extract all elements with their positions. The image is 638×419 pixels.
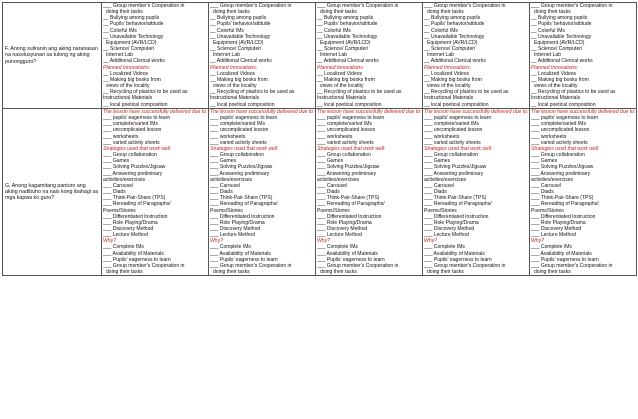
checklist-item: ___ Group member's Cooperation in xyxy=(210,3,292,9)
checklist-item: __ Colorful IMs xyxy=(424,27,458,34)
checklist-item: ___ Group member's Cooperation in xyxy=(424,3,506,9)
checklist-item: ___ Pupils' eagerness to learn xyxy=(531,256,599,263)
checklist-item: __ Recycling of plastics to be used as xyxy=(531,89,616,96)
section-heading: The lesson have successfully delivered due to: xyxy=(317,109,422,115)
checklist-item: ___ Group member's Cooperation in xyxy=(103,3,185,9)
day-cell xyxy=(316,109,423,276)
checklist-item: ___ Carousel xyxy=(210,182,241,189)
checklist-item: Equipment (AVR/LCD) xyxy=(106,39,157,46)
checklist-item: __ Localized Videos xyxy=(531,70,577,77)
checklist-item: Poems/Stories xyxy=(317,207,350,214)
checklist-item: __ Bullying among pupils xyxy=(210,15,267,22)
checklist-item: ___ Solving Puzzles/Jigsaw xyxy=(317,164,380,171)
checklist-item: Poems/Stories xyxy=(103,207,136,214)
checklist-item: ___ Carousel xyxy=(103,182,134,189)
section-heading: The lesson have successfully delivered due to: xyxy=(424,109,529,115)
day-cell xyxy=(316,3,423,109)
checklist-item: __ Recycling of plastics to be used as xyxy=(210,89,295,96)
section-heading: Strategies used that work well: xyxy=(424,145,493,152)
checklist-item: ___ Group member's Cooperation in xyxy=(317,262,399,269)
checklist-item: ___ Complete IMs xyxy=(424,244,465,251)
checklist-item: ___ Lecture Method xyxy=(531,232,576,239)
checklist-item: Internet Lab xyxy=(427,52,454,59)
checklist-item: views of the locality xyxy=(106,83,150,90)
checklist-item: ___ Group member's Cooperation in xyxy=(424,262,506,269)
checklist-item: ___ Solving Puzzles/Jigsaw xyxy=(103,164,166,171)
checklist-item: ___ complete/varied IMs xyxy=(317,121,372,128)
checklist-item: ___ Availability of Materials xyxy=(424,250,485,257)
checklist-item: ___ uncomplicated lesson xyxy=(317,127,376,134)
checklist-item: activities/exercises xyxy=(424,176,467,183)
checklist-item: ___ Complete IMs xyxy=(531,244,572,251)
checklist-item: ___ complete/varied IMs xyxy=(210,121,265,128)
checklist-item: ___ Differentiated Instruction xyxy=(103,213,168,220)
checklist-item: ___ Group member's Cooperation in xyxy=(210,262,292,269)
checklist-item: __ Additional Clerical works xyxy=(103,58,165,65)
checklist-item: __ Pupils' behavior/attitude xyxy=(424,21,485,28)
checklist-item: __ Localized Videos xyxy=(210,70,256,77)
checklist-item: ___ Complete IMs xyxy=(210,244,251,251)
checklist-item: ___ Answering preliminary xyxy=(103,170,163,177)
checklist-item: doing their tasks xyxy=(427,9,464,16)
checklist-item: __ Pupils' behavior/attitude xyxy=(317,21,378,28)
checklist-item: ___ Games xyxy=(317,158,344,165)
section-heading: Why? xyxy=(103,238,116,245)
checklist-item: __ Bullying among pupils xyxy=(424,15,481,22)
checklist-item: activities/exercises xyxy=(531,176,574,183)
checklist-item: ___ Answering preliminary xyxy=(210,170,270,177)
day-cell xyxy=(530,109,637,276)
checklist-item: doing their tasks xyxy=(320,9,357,16)
checklist-item: __ local poetical composition xyxy=(103,101,168,108)
checklist-item: doing their tasks xyxy=(534,269,571,276)
checklist-item: ___ Role Playing/Drama xyxy=(210,219,265,226)
section-heading: The lesson have successfully delivered due to: xyxy=(210,109,315,115)
checklist-item: ___ Differentiated Instruction xyxy=(317,213,382,220)
checklist-item: ___ Discovery Method xyxy=(317,225,368,232)
checklist-item: ___ uncomplicated lesson xyxy=(210,127,269,134)
checklist-item: ___ uncomplicated lesson xyxy=(103,127,162,134)
checklist-item: __ Making big books from xyxy=(531,76,589,83)
checklist-item: ___ Answering preliminary xyxy=(317,170,377,177)
section-heading: Strategies used that work well: xyxy=(103,145,172,152)
checklist-item: ___ Differentiated Instruction xyxy=(424,213,489,220)
checklist-item: ___ Solving Puzzles/Jigsaw xyxy=(210,164,273,171)
checklist-item: ___ Think-Pair-Share (TPS) xyxy=(317,195,380,202)
checklist-item: __ Bullying among pupils xyxy=(103,15,160,22)
checklist-item: __ Unavailable Technology xyxy=(317,33,378,40)
checklist-item: ___ uncomplicated lesson xyxy=(531,127,590,134)
checklist-item: __ Colorful IMs xyxy=(103,27,137,34)
checklist-item: __ Making big books from xyxy=(103,76,161,83)
checklist-item: ___ Group collaboration xyxy=(210,152,264,159)
checklist-item: ___ Group member's Cooperation in xyxy=(317,3,399,9)
checklist-item: doing their tasks xyxy=(320,269,357,276)
checklist-item: ___ Availability of Materials xyxy=(210,250,271,257)
checklist-item: ___ Complete IMs xyxy=(317,244,358,251)
checklist-item: __ local poetical composition xyxy=(210,101,275,108)
checklist-item: ___ Availability of Materials xyxy=(531,250,592,257)
checklist-item: doing their tasks xyxy=(106,9,143,16)
section-heading: Why? xyxy=(317,238,330,245)
checklist-item: Poems/Stories xyxy=(210,207,243,214)
checklist-item: __ Pupils' behavior/attitude xyxy=(210,21,271,28)
section-heading: Planned Innovations: xyxy=(210,64,258,71)
checklist-item: ___ Group collaboration xyxy=(317,152,371,159)
checklist-item: ___ pupils' eagerness to learn xyxy=(317,115,385,122)
checklist-item: ___ worksheets xyxy=(424,133,460,140)
checklist-item: Instructional Materials xyxy=(531,95,581,102)
checklist-item: doing their tasks xyxy=(213,269,250,276)
checklist-item: ___ varied activity sheets xyxy=(531,139,588,146)
checklist-item: ___ Think-Pair-Share (TPS) xyxy=(424,195,487,202)
checklist-item: ___ Carousel xyxy=(531,182,562,189)
checklist-item: ___ Pupils' eagerness to learn xyxy=(210,256,278,263)
checklist-item: Equipment (AVR/LCD) xyxy=(534,39,585,46)
checklist-item: Instructional Materials xyxy=(424,95,474,102)
checklist-item: __ Unavailable Technology xyxy=(210,33,271,40)
day-cell xyxy=(102,109,209,276)
checklist-item: Equipment (AVR/LCD) xyxy=(427,39,478,46)
checklist-item: ___ Solving Puzzles/Jigsaw xyxy=(424,164,487,171)
checklist-item: __ Additional Clerical works xyxy=(210,58,272,65)
checklist-item: ___ Think-Pair-Share (TPS) xyxy=(103,195,166,202)
checklist-item: __ Pupils' behavior/attitude xyxy=(103,21,164,28)
checklist-item: ___ Diads xyxy=(210,189,233,196)
checklist-item: ___ Answering preliminary xyxy=(531,170,591,177)
checklist-item: ___ Lecture Method xyxy=(103,232,148,239)
checklist-item: ___ Rereading of Paragraphs/ xyxy=(424,201,492,208)
checklist-item: __ Science/ Computer/ xyxy=(531,46,583,53)
section-heading: Planned Innovations: xyxy=(424,64,472,71)
checklist-item: Instructional Materials xyxy=(210,95,260,102)
checklist-item: ___ Games xyxy=(210,158,237,165)
checklist-item: doing their tasks xyxy=(427,269,464,276)
section-heading: Planned Innovations: xyxy=(103,64,151,71)
checklist-item: Instructional Materials xyxy=(103,95,153,102)
section-heading: Planned Innovations: xyxy=(531,64,579,71)
checklist-item: Poems/Stories xyxy=(424,207,457,214)
checklist-item: __ Colorful IMs xyxy=(210,27,244,34)
checklist-item: ___ Role Playing/Drama xyxy=(103,219,158,226)
checklist-item: ___ Group collaboration xyxy=(103,152,157,159)
checklist-item: ___ Discovery Method xyxy=(210,225,261,232)
checklist-item: ___ Carousel xyxy=(424,182,455,189)
question-f: F. Anong suliranin ang aking naranasan na nasolusyunan sa tulong ng aking punongguro? xyxy=(3,3,102,109)
checklist-item: __ Recycling of plastics to be used as xyxy=(317,89,402,96)
checklist-item: Internet Lab xyxy=(213,52,240,59)
checklist-item: ___ Group member's Cooperation in xyxy=(531,262,613,269)
checklist-item: ___ Role Playing/Drama xyxy=(531,219,586,226)
checklist-item: ___ Rereading of Paragraphs/ xyxy=(210,201,278,208)
checklist-item: ___ Group collaboration xyxy=(531,152,585,159)
checklist-item: Instructional Materials xyxy=(317,95,367,102)
checklist-item: __ Additional Clerical works xyxy=(317,58,379,65)
checklist-item: ___ Availability of Materials xyxy=(317,250,378,257)
checklist-item: ___ Pupils' eagerness to learn xyxy=(103,256,171,263)
checklist-item: ___ complete/varied IMs xyxy=(531,121,586,128)
checklist-item: ___ pupils' eagerness to learn xyxy=(103,115,171,122)
checklist-item: ___ uncomplicated lesson xyxy=(424,127,483,134)
checklist-item: __ Bullying among pupils xyxy=(317,15,374,22)
checklist-item: __ local poetical composition xyxy=(424,101,489,108)
day-cell xyxy=(423,109,530,276)
checklist-item: doing their tasks xyxy=(534,9,571,16)
checklist-item: ___ worksheets xyxy=(210,133,246,140)
checklist-item: __ Making big books from xyxy=(424,76,482,83)
checklist-item: ___ Solving Puzzles/Jigsaw xyxy=(531,164,594,171)
checklist-item: ___ Complete IMs xyxy=(103,244,144,251)
section-heading: Why? xyxy=(531,238,544,245)
checklist-item: ___ Group member's Cooperation in xyxy=(103,262,185,269)
checklist-item: __ Science/ Computer/ xyxy=(210,46,262,53)
checklist-item: ___ Pupils' eagerness to learn xyxy=(424,256,492,263)
checklist-item: ___ Group member's Cooperation in xyxy=(531,3,613,9)
checklist-item: __ Additional Clerical works xyxy=(531,58,593,65)
checklist-item: __ Science/ Computer/ xyxy=(103,46,155,53)
checklist-item: ___ Role Playing/Drama xyxy=(424,219,479,226)
checklist-item: views of the locality xyxy=(320,83,364,90)
checklist-item: ___ worksheets xyxy=(103,133,139,140)
checklist-item: views of the locality xyxy=(213,83,257,90)
checklist-item: ___ pupils' eagerness to learn xyxy=(424,115,492,122)
checklist-item: Internet Lab xyxy=(106,52,133,59)
checklist-item: ___ Diads xyxy=(103,189,126,196)
checklist-item: __ Colorful IMs xyxy=(317,27,351,34)
section-heading: The lesson have successfully delivered due to: xyxy=(531,109,636,115)
checklist-item: Equipment (AVR/LCD) xyxy=(320,39,371,46)
checklist-item: ___ pupils' eagerness to learn xyxy=(210,115,278,122)
checklist-item: ___ Pupils' eagerness to learn xyxy=(317,256,385,263)
checklist-item: ___ varied activity sheets xyxy=(103,139,160,146)
checklist-item: __ Science/ Computer/ xyxy=(424,46,476,53)
checklist-item: ___ Diads xyxy=(317,189,340,196)
checklist-item: activities/exercises xyxy=(210,176,253,183)
checklist-item: ___ complete/varied IMs xyxy=(424,121,479,128)
checklist-item: __ Bullying among pupils xyxy=(531,15,588,22)
checklist-item: ___ Games xyxy=(103,158,130,165)
checklist-item: __ Pupils' behavior/attitude xyxy=(531,21,592,28)
checklist-item: ___ Diads xyxy=(424,189,447,196)
checklist-item: __ Localized Videos xyxy=(317,70,363,77)
checklist-item: __ Unavailable Technology xyxy=(531,33,592,40)
checklist-item: __ Colorful IMs xyxy=(531,27,565,34)
checklist-item: Internet Lab xyxy=(320,52,347,59)
checklist-item: ___ complete/varied IMs xyxy=(103,121,158,128)
checklist-item: __ Localized Videos xyxy=(424,70,470,77)
checklist-item: doing their tasks xyxy=(106,269,143,276)
checklist-item: __ Science/ Computer/ xyxy=(317,46,369,53)
checklist-item: Internet Lab xyxy=(534,52,561,59)
question-g: G. Anong kagamitang panturo ang aking nadibuho na nais kong ibahagi sa mga kapwa ko guro? xyxy=(3,109,102,276)
checklist-item: ___ Differentiated Instruction xyxy=(210,213,275,220)
section-heading: The lesson have successfully delivered due to: xyxy=(103,109,208,115)
day-cell xyxy=(423,3,530,109)
checklist-item: ___ Discovery Method xyxy=(103,225,154,232)
checklist-item: ___ pupils' eagerness to learn xyxy=(531,115,599,122)
checklist-item: ___ Group collaboration xyxy=(424,152,478,159)
checklist-item: ___ Diads xyxy=(531,189,554,196)
checklist-item: activities/exercises xyxy=(317,176,360,183)
day-cell xyxy=(209,109,316,276)
checklist-item: ___ Games xyxy=(531,158,558,165)
checklist-item: __ Making big books from xyxy=(210,76,268,83)
checklist-item: ___ Carousel xyxy=(317,182,348,189)
checklist-item: ___ varied activity sheets xyxy=(210,139,267,146)
checklist-item: ___ Lecture Method xyxy=(210,232,255,239)
checklist-item: __ Unavailable Technology xyxy=(103,33,164,40)
checklist-item: Poems/Stories xyxy=(531,207,564,214)
checklist-item: __ Localized Videos xyxy=(103,70,149,77)
checklist-item: ___ Discovery Method xyxy=(424,225,475,232)
checklist-item: __ Recycling of plastics to be used as xyxy=(103,89,188,96)
checklist-item: __ local poetical composition xyxy=(531,101,596,108)
day-cell xyxy=(530,3,637,109)
checklist-item: ___ worksheets xyxy=(317,133,353,140)
checklist-item: doing their tasks xyxy=(213,9,250,16)
checklist-item: activities/exercises xyxy=(103,176,146,183)
checklist-item: ___ Answering preliminary xyxy=(424,170,484,177)
checklist-item: ___ worksheets xyxy=(531,133,567,140)
section-heading: Why? xyxy=(210,238,223,245)
checklist-item: ___ Discovery Method xyxy=(531,225,582,232)
checklist-item: ___ varied activity sheets xyxy=(424,139,481,146)
checklist-item: views of the locality xyxy=(427,83,471,90)
checklist-item: ___ Lecture Method xyxy=(424,232,469,239)
section-heading: Strategies used that work well: xyxy=(317,145,386,152)
checklist-item: __ local poetical composition xyxy=(317,101,382,108)
checklist-item: ___ Games xyxy=(424,158,451,165)
section-heading: Strategies used that work well: xyxy=(210,145,279,152)
day-cell xyxy=(209,3,316,109)
section-heading: Planned Innovations: xyxy=(317,64,365,71)
checklist-item: ___ Rereading of Paragraphs/ xyxy=(103,201,171,208)
checklist-item: Equipment (AVR/LCD) xyxy=(213,39,264,46)
checklist-item: __ Additional Clerical works xyxy=(424,58,486,65)
checklist-item: ___ Think-Pair-Share (TPS) xyxy=(210,195,273,202)
reflection-table xyxy=(2,2,637,276)
checklist-item: ___ Rereading of Paragraphs/ xyxy=(317,201,385,208)
checklist-item: ___ Differentiated Instruction xyxy=(531,213,596,220)
checklist-item: __ Unavailable Technology xyxy=(424,33,485,40)
checklist-item: ___ varied activity sheets xyxy=(317,139,374,146)
checklist-item: ___ Lecture Method xyxy=(317,232,362,239)
checklist-item: ___ Availability of Materials xyxy=(103,250,164,257)
checklist-item: ___ Think-Pair-Share (TPS) xyxy=(531,195,594,202)
section-heading: Strategies used that work well: xyxy=(531,145,600,152)
section-heading: Why? xyxy=(424,238,437,245)
table-row-f xyxy=(3,3,637,109)
checklist-item: ___ Rereading of Paragraphs/ xyxy=(531,201,599,208)
checklist-item: views of the locality xyxy=(534,83,578,90)
checklist-item: __ Recycling of plastics to be used as xyxy=(424,89,509,96)
day-cell xyxy=(102,3,209,109)
table-row-g xyxy=(3,109,637,276)
checklist-item: __ Making big books from xyxy=(317,76,375,83)
checklist-item: ___ Role Playing/Drama xyxy=(317,219,372,226)
